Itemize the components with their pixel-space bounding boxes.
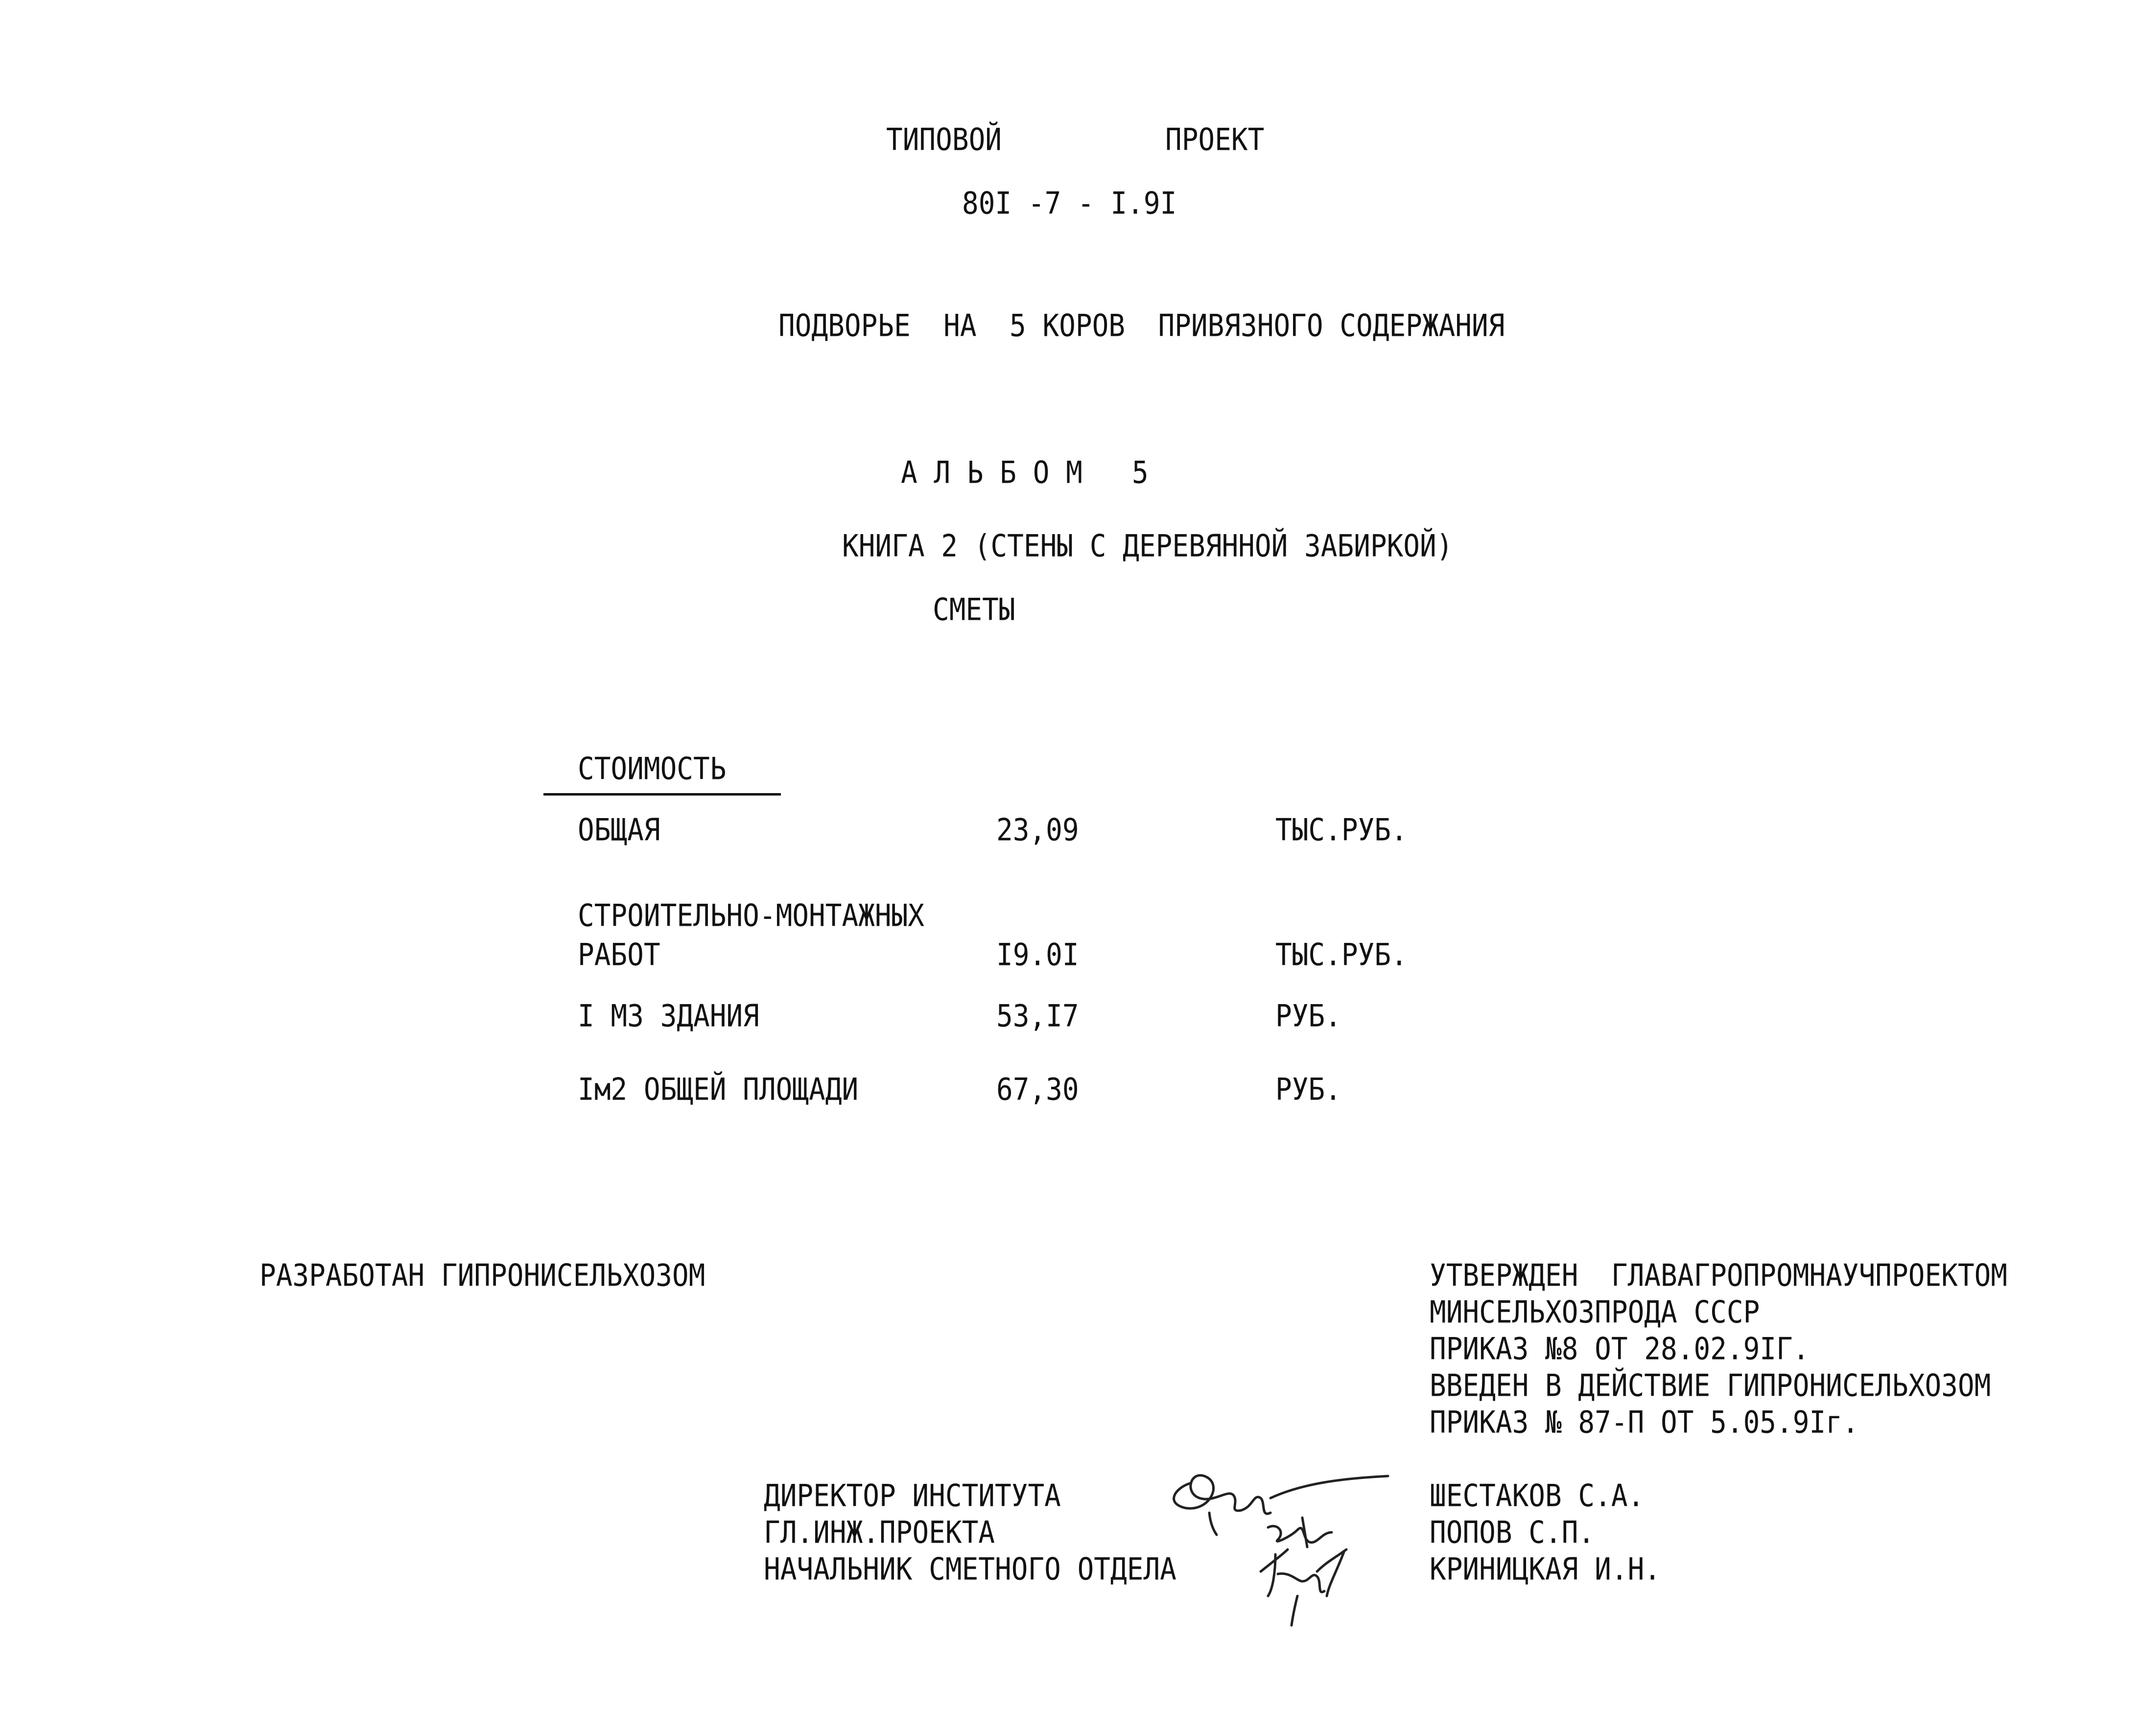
handwritten-signatures <box>1155 1449 1410 1630</box>
cost-heading: СТОИМОСТЬ <box>578 751 727 787</box>
cost-value-construction: I9.0I <box>996 937 1079 973</box>
approval-line: ВВЕДЕН В ДЕЙСТВИЕ ГИПРОНИСЕЛЬХОЗОМ <box>1430 1368 1991 1404</box>
section-title: СМЕТЫ <box>933 592 1015 628</box>
cost-label-total: ОБЩАЯ <box>578 812 660 848</box>
cost-unit-construction: ТЫС.РУБ. <box>1275 937 1408 973</box>
approval-line: УТВЕРЖДЕН ГЛАВАГРОПРОМНАУЧПРОЕКТОМ <box>1430 1258 2008 1294</box>
cost-value-per-m3: 53,I7 <box>996 998 1079 1034</box>
signatory-position: ДИРЕКТОР ИНСТИТУТА <box>764 1478 1061 1514</box>
signatory-name: ПОПОВ С.П. <box>1430 1515 1595 1551</box>
album-title: А Л Ь Б О М 5 <box>901 455 1149 491</box>
signatory-name: ШЕСТАКОВ С.А. <box>1430 1478 1645 1514</box>
project-number: 80I -7 - I.9I <box>962 186 1177 222</box>
cost-unit-total: ТЫС.РУБ. <box>1275 812 1408 848</box>
cost-unit-per-m3: РУБ. <box>1275 998 1341 1034</box>
cost-label-construction-line1: СТРОИТЕЛЬНО-МОНТАЖНЫХ <box>578 898 925 934</box>
cost-unit-per-m2: РУБ. <box>1275 1072 1341 1108</box>
cost-value-per-m2: 67,30 <box>996 1072 1079 1108</box>
project-name: ПОДВОРЬЕ НА 5 КОРОВ ПРИВЯЗНОГО СОДЕРЖАНИЯ <box>778 308 1505 344</box>
title-word-typical: ТИПОВОЙ <box>886 122 1002 158</box>
cost-value-total: 23,09 <box>996 812 1079 848</box>
signatory-name: КРИНИЦКАЯ И.Н. <box>1430 1551 1661 1588</box>
approval-line: ПРИКАЗ №8 ОТ 28.02.9IГ. <box>1430 1331 1810 1367</box>
developed-by: РАЗРАБОТАН ГИПРОНИСЕЛЬХОЗОМ <box>259 1258 705 1294</box>
book-title: КНИГА 2 (СТЕНЫ С ДЕРЕВЯННОЙ ЗАБИРКОЙ) <box>842 528 1453 564</box>
approval-line: ПРИКАЗ № 87-П ОТ 5.05.9Iг. <box>1430 1405 1859 1441</box>
signatory-position: НАЧАЛЬНИК СМЕТНОГО ОТДЕЛА <box>764 1551 1176 1588</box>
title-word-project: ПРОЕКТ <box>1165 122 1265 158</box>
cost-label-per-m2: Iм2 ОБЩЕЙ ПЛОЩАДИ <box>578 1072 859 1108</box>
cost-heading-underline <box>543 793 781 796</box>
signatory-position: ГЛ.ИНЖ.ПРОЕКТА <box>764 1515 995 1551</box>
cost-label-per-m3: I МЗ ЗДАНИЯ <box>578 998 759 1034</box>
cost-label-construction-line2: РАБОТ <box>578 937 660 973</box>
approval-line: МИНСЕЛЬХОЗПРОДА СССР <box>1430 1294 1760 1331</box>
